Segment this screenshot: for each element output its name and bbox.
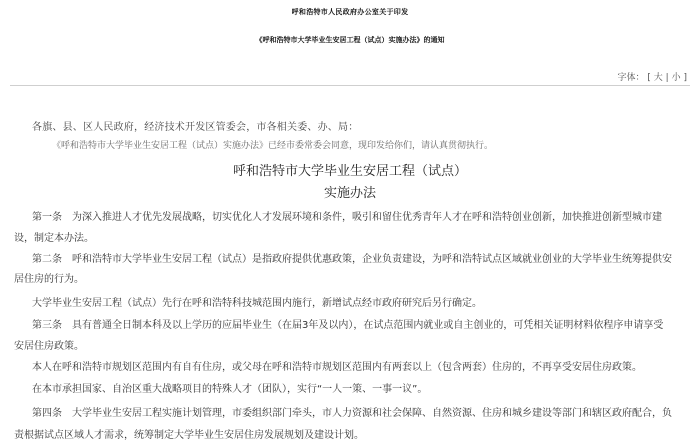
bracket-close: ] (683, 73, 687, 83)
font-size-label: 字体： (617, 73, 645, 83)
font-size-control (618, 70, 688, 83)
article-3-special-talent-paragraph: 在本市承担国家、自治区重大战略项目的特殊人才（团队），实行“一人一策、一事一议”。 (32, 384, 428, 395)
article-3-exclusion-paragraph: 本人在呼和浩特市规划区范围内有自有住房，或父母在呼和浩特市规划区范围内有两套以上（包含两套）住房的，不再享受安居住房政策。 (32, 362, 642, 373)
article-3-line1: 第三条 具有普通全日制本科及以上学历的应届毕业生（在届3年及以内），在试点范围内就业或自主创业的，可凭相关证明材料依程序申请享受 (32, 320, 664, 331)
font-large-button[interactable]: 大 (653, 73, 663, 83)
article-4-line2: 责根据试点区域人才需求，统筹制定大学毕业生安居住房发展规划及建设计划。 (14, 430, 364, 441)
article-1-line2: 设，制定本办法。 (14, 233, 94, 244)
document-title: 呼和浩特市大学毕业生安居工程（试点） (232, 164, 467, 179)
notice-line: 《呼和浩特市大学毕业生安居工程（试点）实施办法》已经市委常委会同意，现印发给你们，请认真贯彻执行。 (52, 141, 494, 151)
article-2-line2: 居住房的行为。 (14, 274, 84, 285)
header-divider (10, 85, 690, 86)
bracket-open: [ (647, 73, 651, 83)
font-size-separator: | (665, 73, 669, 83)
article-4-line1: 第四条 大学毕业生安居工程实施计划管理，市委组织部门牵头，市人力资源和社会保障、自然资源、住房和城乡建设等部门和辖区政府配合，负 (32, 408, 672, 419)
addressee-line: 各旗、县、区人民政府，经济技术开发区管委会，市各相关委、办、局： (32, 122, 359, 133)
font-small-button[interactable]: 小 (671, 73, 681, 83)
article-1-line1: 第一条 为深入推进人才优先发展战略，切实优化人才发展环境和条件，吸引和留住优秀青年人才在呼和浩特创业创新，加快推进创新型城市建 (32, 212, 662, 223)
document-subtitle: 实施办法 (323, 186, 376, 201)
article-2-line1: 第二条 呼和浩特市大学毕业生安居工程（试点）是指政府提供优惠政策，企业负责建设，为呼和浩特试点区域就业创业的大学毕业生统筹提供安 (32, 254, 672, 265)
page-title-line1: 呼和浩特市人民政府办公室关于印发 (291, 7, 409, 16)
article-3-line2: 安居住房政策。 (14, 341, 84, 352)
article-2-pilot-paragraph: 大学毕业生安居工程（试点）先行在呼和浩特科技城范围内施行，新增试点经市政府研究后另行确定。 (32, 298, 482, 309)
page-title-line2: 《呼和浩特市大学毕业生安居工程（试点）实施办法》的通知 (255, 35, 445, 44)
